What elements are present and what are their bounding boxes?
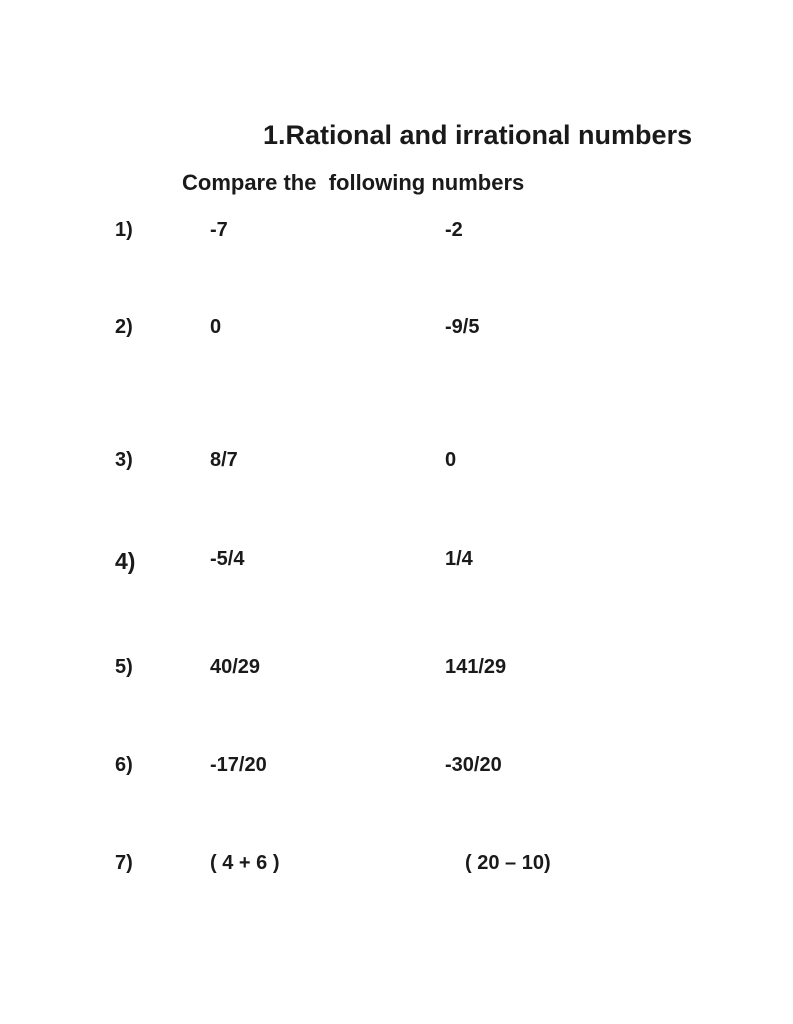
question-number: 6) [115, 754, 133, 776]
left-value: -7 [210, 219, 228, 241]
instructions-text: Compare the following numbers [182, 170, 525, 195]
right-value: -2 [445, 219, 463, 241]
comparison-row [0, 449, 793, 479]
comparison-row [0, 656, 793, 686]
left-value: 0 [210, 316, 222, 338]
question-number: 3) [115, 449, 133, 471]
question-number: 5) [115, 656, 133, 678]
right-value: -30/20 [445, 754, 502, 776]
question-number: 1) [115, 219, 133, 241]
comparison-row [0, 852, 793, 882]
left-value: -5/4 [210, 548, 245, 570]
left-value: 40/29 [210, 656, 261, 678]
left-value: 8/7 [210, 449, 238, 471]
left-value: ( 4 + 6 ) [210, 852, 280, 874]
comparison-row [0, 754, 793, 784]
question-number: 2) [115, 316, 133, 338]
right-value: -9/5 [445, 316, 480, 338]
left-value: -17/20 [210, 754, 267, 776]
right-value: ( 20 – 10) [465, 852, 551, 874]
question-number: 4) [115, 548, 136, 574]
right-value: 1/4 [445, 548, 473, 570]
question-number: 7) [115, 852, 133, 874]
comparison-row [0, 219, 793, 249]
right-value: 0 [445, 449, 457, 471]
page-title: 1.Rational and irrational numbers [263, 120, 693, 150]
right-value: 141/29 [445, 656, 507, 678]
comparison-row [0, 548, 793, 578]
comparison-row [0, 316, 793, 346]
